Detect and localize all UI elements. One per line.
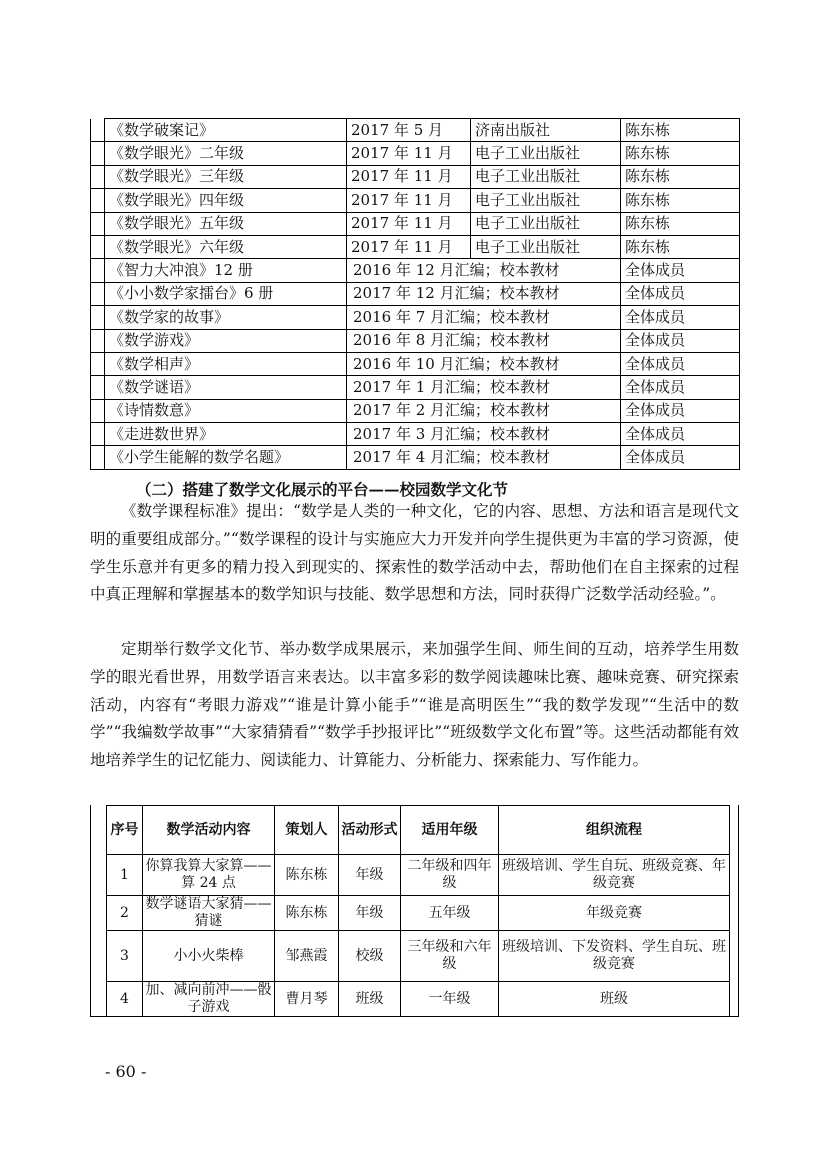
table-row: [91, 352, 740, 375]
cell-content: 小小火柴棒: [143, 931, 275, 982]
header-content: 数学活动内容: [143, 806, 275, 855]
book-list-body: [91, 119, 740, 470]
book-date-cell: 2017 年 11 月: [347, 235, 471, 258]
table-row: [91, 165, 740, 188]
book-author-cell: 全体成员: [621, 259, 740, 282]
book-publisher-cell: 电子工业出版社: [471, 212, 621, 235]
paragraph-curriculum-standard: 《数学课程标准》提出：“数学是人类的一种文化，它的内容、思想、方法和语言是现代文明的重要组成部分。”“数学课程的设计与实施应大力开发并向学生提供更为丰富的学习资源，使学生乐意并有更多的精力投入到现实的、探索性的数学活动中去，帮助他们在自主探索的过程中真正理解和掌握基本的数学知识与技能、数学思想和方法，同时获得广泛数学活动经验。”。: [90, 502, 739, 604]
cell-grade: 三年级和六年级: [401, 931, 499, 982]
book-info-cell: 2017 年 12 月汇编；校本教材: [347, 282, 621, 305]
book-publisher-cell: 济南出版社: [471, 119, 621, 142]
table-row: [91, 235, 740, 258]
row-margin-cell: [91, 142, 105, 165]
cell-planner: 陈东栋: [275, 855, 339, 896]
book-info-cell: 2016 年 10 月汇编；校本教材: [347, 352, 621, 375]
header-flow: 组织流程: [499, 806, 730, 855]
cell-grade: 一年级: [401, 982, 499, 1017]
book-title-cell: 《数学相声》: [105, 352, 347, 375]
header-planner: 策划人: [275, 806, 339, 855]
row-margin-cell: [91, 165, 105, 188]
table-row: [107, 855, 730, 896]
book-author-cell: 全体成员: [621, 423, 740, 446]
cell-form: 校级: [339, 931, 401, 982]
book-author-cell: 陈东栋: [621, 165, 740, 188]
book-date-cell: 2017 年 11 月: [347, 142, 471, 165]
row-margin-cell: [91, 259, 105, 282]
book-title-cell: 《数学眼光》三年级: [105, 165, 347, 188]
table-row: [107, 931, 730, 982]
row-margin-cell: [91, 282, 105, 305]
table-row: [91, 306, 740, 329]
row-margin-cell: [91, 212, 105, 235]
row-margin-cell: [91, 399, 105, 422]
cell-no: 1: [107, 855, 143, 896]
activity-table: [106, 805, 730, 1017]
book-title-cell: 《小小数学家擂台》6 册: [105, 282, 347, 305]
row-margin-cell: [91, 423, 105, 446]
cell-content: 数学谜语大家猜——猜谜: [143, 896, 275, 931]
book-title-cell: 《数学家的故事》: [105, 306, 347, 329]
book-title-cell: 《数学游戏》: [105, 329, 347, 352]
book-title-cell: 《数学破案记》: [105, 119, 347, 142]
row-margin-cell: [91, 235, 105, 258]
table-row: [91, 142, 740, 165]
cell-flow: 班级培训、下发资料、学生自玩、班级竞赛: [499, 931, 730, 982]
book-author-cell: 陈东栋: [621, 189, 740, 212]
book-publisher-cell: 电子工业出版社: [471, 189, 621, 212]
table-row: [91, 446, 740, 469]
cell-flow: 班级: [499, 982, 730, 1017]
cell-planner: 邹燕霞: [275, 931, 339, 982]
table-row: [91, 282, 740, 305]
book-author-cell: 全体成员: [621, 306, 740, 329]
book-author-cell: 全体成员: [621, 352, 740, 375]
row-margin-cell: [91, 352, 105, 375]
table-row: [91, 212, 740, 235]
book-title-cell: 《走进数世界》: [105, 423, 347, 446]
table-row: [91, 189, 740, 212]
header-form: 活动形式: [339, 806, 401, 855]
table-row: [91, 119, 740, 142]
row-margin-cell: [91, 306, 105, 329]
book-info-cell: 2017 年 4 月汇编；校本教材: [347, 446, 621, 469]
book-info-cell: 2016 年 12 月汇编；校本教材: [347, 259, 621, 282]
activity-table-header: [107, 806, 730, 855]
table-row: [91, 376, 740, 399]
cell-flow: 年级竞赛: [499, 896, 730, 931]
header-grade: 适用年级: [401, 806, 499, 855]
book-author-cell: 全体成员: [621, 376, 740, 399]
book-info-cell: 2016 年 8 月汇编；校本教材: [347, 329, 621, 352]
cell-planner: 曹月琴: [275, 982, 339, 1017]
book-author-cell: 全体成员: [621, 282, 740, 305]
section-heading: （二）搭建了数学文化展示的平台——校园数学文化节: [136, 480, 509, 499]
book-author-cell: 陈东栋: [621, 142, 740, 165]
book-author-cell: 陈东栋: [621, 119, 740, 142]
table-row: [107, 982, 730, 1017]
cell-no: 4: [107, 982, 143, 1017]
book-publisher-cell: 电子工业出版社: [471, 142, 621, 165]
cell-content: 加、减向前冲——骰子游戏: [143, 982, 275, 1017]
row-margin-cell: [91, 189, 105, 212]
cell-grade: 二年级和四年级: [401, 855, 499, 896]
book-title-cell: 《智力大冲浪》12 册: [105, 259, 347, 282]
table-row: [91, 259, 740, 282]
book-info-cell: 2017 年 2 月汇编；校本教材: [347, 399, 621, 422]
cell-form: 年级: [339, 896, 401, 931]
row-margin-cell: [91, 376, 105, 399]
table-row: [91, 329, 740, 352]
cell-content: 你算我算大家算——算 24 点: [143, 855, 275, 896]
paragraph-culture-festival: 定期举行数学文化节、举办数学成果展示，来加强学生间、师生间的互动，培养学生用数学的眼光看世界，用数学语言来表达。以丰富多彩的数学阅读趣味比赛、趣味竞赛、研究探索活动，内容有“考眼力游戏”“谁是计算小能手”“谁是高明医生”“我的数学发现”“生活中的数学”“我编数学故事”“大家猜猜看”“数学手抄报评比”“班级数学文化布置”等。这些活动都能有效地培养学生的记忆能力、阅读能力、计算能力、分析能力、探索能力、写作能力。: [90, 640, 739, 770]
cell-no: 2: [107, 896, 143, 931]
table-row: [91, 423, 740, 446]
cell-flow: 班级培训、学生自玩、班级竞赛、年级竞赛: [499, 855, 730, 896]
header-no: 序号: [107, 806, 143, 855]
book-author-cell: 全体成员: [621, 329, 740, 352]
book-author-cell: 全体成员: [621, 446, 740, 469]
book-info-cell: 2017 年 3 月汇编；校本教材: [347, 423, 621, 446]
book-title-cell: 《数学眼光》五年级: [105, 212, 347, 235]
cell-planner: 陈东栋: [275, 896, 339, 931]
book-title-cell: 《小学生能解的数学名题》: [105, 446, 347, 469]
book-title-cell: 《诗情数意》: [105, 399, 347, 422]
book-publisher-cell: 电子工业出版社: [471, 235, 621, 258]
row-margin-cell: [91, 446, 105, 469]
book-list-table: [90, 118, 740, 470]
cell-no: 3: [107, 931, 143, 982]
cell-form: 班级: [339, 982, 401, 1017]
book-author-cell: 陈东栋: [621, 212, 740, 235]
row-margin-cell: [91, 329, 105, 352]
row-margin-cell: [91, 119, 105, 142]
book-publisher-cell: 电子工业出版社: [471, 165, 621, 188]
book-date-cell: 2017 年 11 月: [347, 189, 471, 212]
book-date-cell: 2017 年 5 月: [347, 119, 471, 142]
book-info-cell: 2016 年 7 月汇编；校本教材: [347, 306, 621, 329]
book-title-cell: 《数学眼光》二年级: [105, 142, 347, 165]
book-author-cell: 陈东栋: [621, 235, 740, 258]
book-date-cell: 2017 年 11 月: [347, 165, 471, 188]
book-title-cell: 《数学眼光》六年级: [105, 235, 347, 258]
book-info-cell: 2017 年 1 月汇编；校本教材: [347, 376, 621, 399]
table-row: [107, 896, 730, 931]
page-number: - 60 -: [105, 1062, 147, 1081]
table-row: [91, 399, 740, 422]
book-title-cell: 《数学眼光》四年级: [105, 189, 347, 212]
book-date-cell: 2017 年 11 月: [347, 212, 471, 235]
book-author-cell: 全体成员: [621, 399, 740, 422]
cell-form: 年级: [339, 855, 401, 896]
book-title-cell: 《数学谜语》: [105, 376, 347, 399]
cell-grade: 五年级: [401, 896, 499, 931]
